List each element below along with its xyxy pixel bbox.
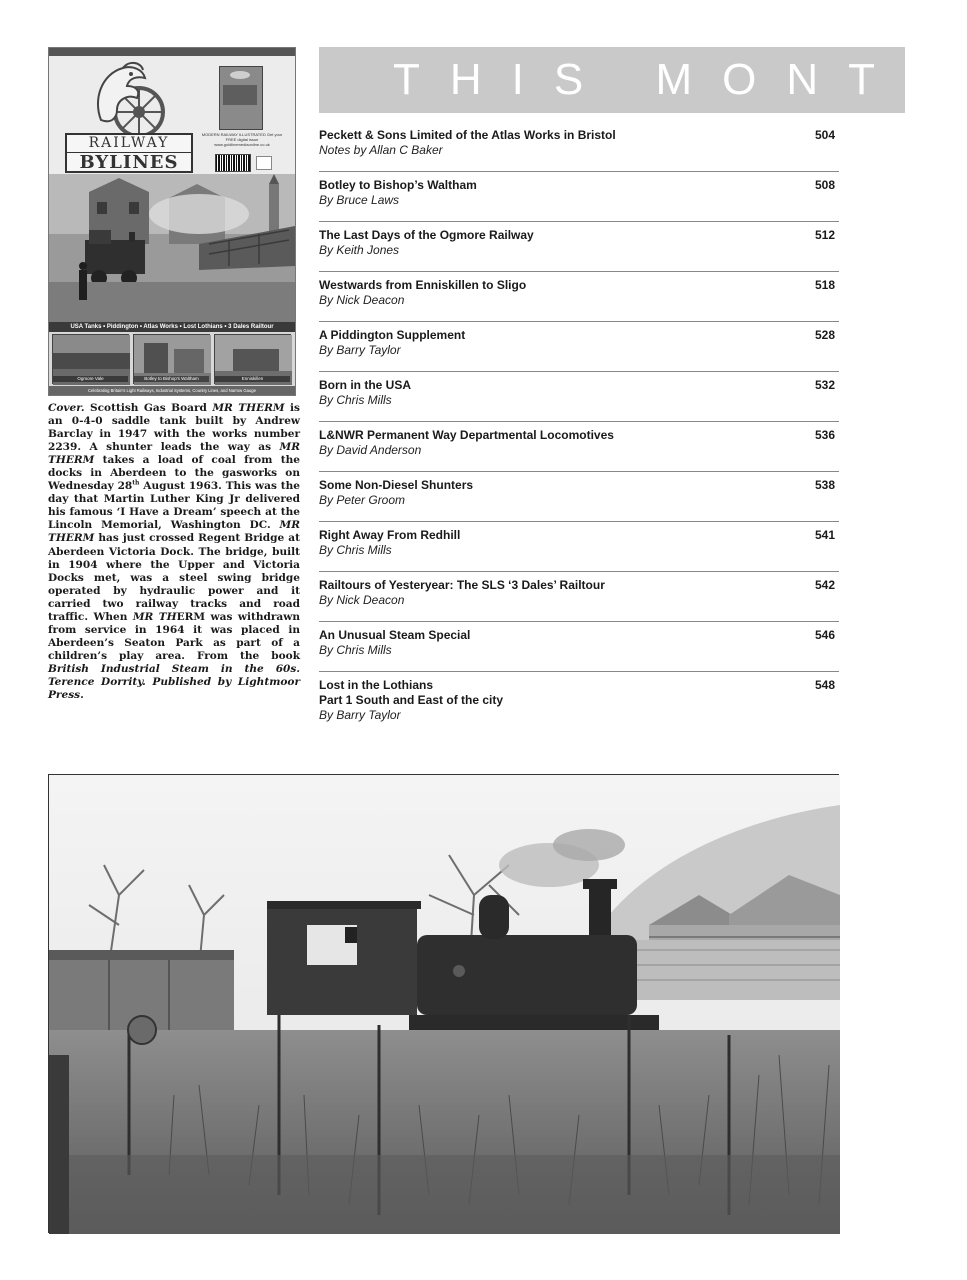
article-author: By Nick Deacon	[319, 293, 405, 307]
article-title: Westwards from Enniskillen to Sligo	[319, 278, 527, 292]
section-title: THIS MONTH	[393, 55, 967, 104]
contents-entry[interactable]	[319, 172, 839, 222]
caption-text: Scottish Gas Board	[84, 402, 213, 414]
contents-entry[interactable]	[319, 122, 839, 172]
page-number: 546	[814, 628, 835, 642]
contents-entry[interactable]	[319, 322, 839, 372]
page-number: 512	[814, 228, 835, 242]
mini-magazine-cover	[219, 66, 263, 130]
caption-text: is an 0-4-0 saddle tank built by Andrew Barclay in 1947 with the works number 2239. A shunter leads the way as	[48, 402, 300, 454]
article-title: Botley to Bishop’s Waltham	[319, 178, 477, 192]
caption-text: has just crossed Regent Bridge at Aberdeen Victoria Dock. The bridge, built in 1904 where the Upper and Victoria Docks met, was a steel swing bridge operated by hydraulic power and it carried two railway tracks and road traffic. When	[48, 532, 300, 623]
contents-list	[319, 122, 839, 742]
page-number: 504	[814, 128, 835, 142]
thumbnail-caption: Ogmore Vale	[53, 376, 128, 382]
lion-wheel-logo-icon	[71, 60, 187, 140]
article-author: By Barry Taylor	[319, 708, 401, 722]
cover-caption	[48, 402, 300, 702]
page-number: 542	[814, 578, 835, 592]
contents-entry[interactable]	[319, 572, 839, 622]
contents-entry[interactable]	[319, 422, 839, 472]
article-author: By David Anderson	[319, 443, 422, 457]
article-title: Right Away From Redhill	[319, 528, 461, 542]
article-title: Born in the USA	[319, 378, 411, 392]
magazine-cover	[48, 47, 296, 396]
cover-tagline: Celebrating Britain's Light Railways, Industrial Systems, Country Lines, and Narrow Gauge	[49, 386, 295, 395]
thumbnail-caption: Enniskillen	[215, 376, 290, 382]
article-title: Peckett & Sons Limited of the Atlas Works in Bristol	[319, 128, 616, 142]
article-author: By Nick Deacon	[319, 593, 405, 607]
page-number: 508	[814, 178, 835, 192]
locomotive-scene-image	[49, 775, 840, 1234]
page-number: 532	[814, 378, 835, 392]
masthead-railway: RAILWAY	[67, 135, 191, 153]
article-title: Railtours of Yesteryear: The SLS ‘3 Dales’ Railtour	[319, 578, 605, 592]
locomotive-photograph	[48, 774, 839, 1233]
article-author: By Chris Mills	[319, 643, 392, 657]
contents-entry[interactable]	[319, 222, 839, 272]
cover-thumbnails	[52, 334, 292, 384]
caption-book-credit: British Industrial Steam in the 60s. Terence Dorrity. Published by Lightmoor Press.	[48, 662, 300, 702]
article-title: L&NWR Permanent Way Departmental Locomotives	[319, 428, 614, 442]
caption-loco-name: MR THERM	[48, 441, 300, 467]
magazine-masthead	[65, 133, 193, 173]
contents-entry[interactable]	[319, 472, 839, 522]
contents-entry[interactable]	[319, 622, 839, 672]
cover-thumbnail	[52, 334, 129, 384]
article-author: By Keith Jones	[319, 243, 400, 257]
contents-entry[interactable]	[319, 272, 839, 322]
article-title: A Piddington Supplement	[319, 328, 466, 342]
article-author: By Chris Mills	[319, 543, 392, 557]
caption-text: August 1963. This was the day that Martin Luther King Jr delivered his famous ‘I Have a Dream’ speech at the Lincoln Memorial, Washington DC.	[48, 480, 300, 532]
page-number: 538	[814, 478, 835, 492]
page-number: 528	[814, 328, 835, 342]
cover-photo-locomotive	[49, 174, 295, 322]
cover-promo-text: MODERN RAILWAY ILLUSTRATED Get your FREE digital issue www.goldlinemediaonline.co.uk	[201, 132, 283, 147]
cover-contents-strip: USA Tanks • Piddington • Atlas Works • Lost Lothians • 3 Dales Railtour	[49, 322, 295, 332]
barcode-icon	[215, 154, 251, 172]
page-number: 536	[814, 428, 835, 442]
contents-entry[interactable]	[319, 522, 839, 572]
article-title: The Last Days of the Ogmore Railway	[319, 228, 534, 242]
caption-loco-name: MR THERM	[48, 519, 300, 545]
article-title: Lost in the Lothians	[319, 678, 433, 692]
thumbnail-caption: Botley to Bishop's Waltham	[134, 376, 209, 382]
caption-loco-name: MR THERM	[212, 402, 285, 414]
caption-loco-name: MR TH	[132, 610, 177, 623]
caption-text: ERM was withdrawn from service in 1964 it was placed in Aberdeen’s Seaton Park as part of a children’s play area. From the book	[48, 610, 300, 662]
article-title: An Unusual Steam Special	[319, 628, 471, 642]
caption-lead: Cover.	[48, 402, 85, 414]
cover-thumbnail	[214, 334, 291, 384]
article-author: Notes by Allan C Baker	[319, 143, 443, 157]
page-number: 541	[814, 528, 835, 542]
page-number: 548	[814, 678, 835, 692]
page-number: 518	[814, 278, 835, 292]
cover-thumbnail	[133, 334, 210, 384]
stamp-icon	[256, 156, 272, 170]
article-author: By Peter Groom	[319, 493, 406, 507]
cover-top-strip	[49, 48, 295, 56]
article-title: Some Non-Diesel Shunters	[319, 478, 474, 492]
article-author: By Barry Taylor	[319, 343, 401, 357]
article-subtitle: Part 1 South and East of the city	[319, 693, 504, 707]
article-author: By Bruce Laws	[319, 193, 400, 207]
this-month-banner	[319, 47, 967, 113]
masthead-bylines: BYLINES	[79, 152, 179, 173]
article-author: By Chris Mills	[319, 393, 392, 407]
contents-entry[interactable]	[319, 372, 839, 422]
contents-entry[interactable]	[319, 672, 839, 742]
caption-superscript: th	[132, 479, 140, 487]
caption-text: takes a load of coal from the docks in Aberdeen to the gasworks on Wednesday 28	[48, 454, 300, 493]
